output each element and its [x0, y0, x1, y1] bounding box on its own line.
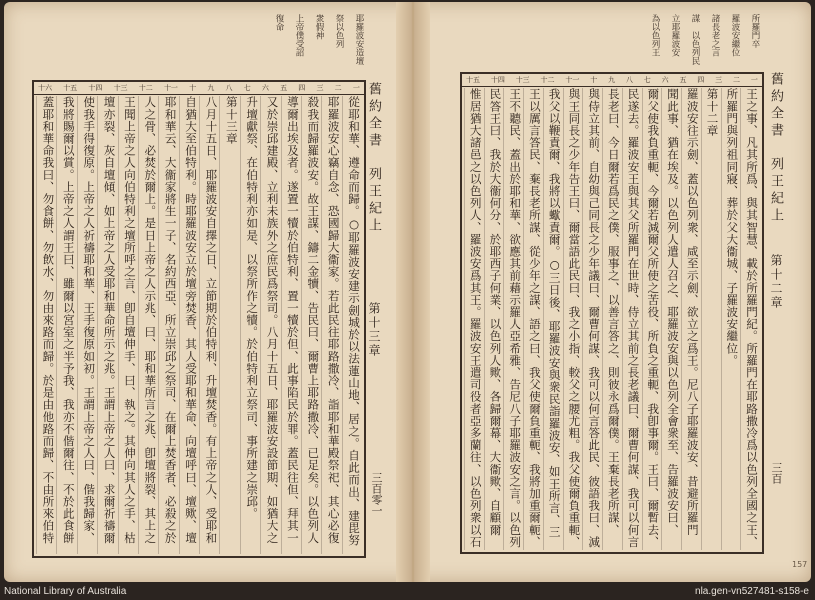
right-text-frame [460, 72, 764, 554]
text-column: 八月十五日、耶羅波安自擇之日、立節期於伯特利、升壇焚香。有上帝之人、受耶和 [199, 96, 219, 554]
book-spread [4, 2, 811, 582]
right-chapter-label: 第十二章 [769, 254, 783, 310]
text-column: 民遂去。羅波安王與其父所羅門在世時、侍立其前之長老議曰、爾曹何謀、我可以何言 [622, 88, 642, 550]
text-column: 從耶和華、遵命而歸。○耶羅波安建示劍城於以法蓮山地、居之。自此而出、建毘努 [342, 96, 362, 554]
library-credit: National Library of Australia [4, 586, 127, 597]
margin-note: 羅波安繼位 [730, 14, 740, 57]
line-number: 十一 [565, 76, 580, 84]
text-column: 殺我而歸羅波安。故王謀、鑄二金犢、告民曰、爾曹上耶路撒冷、已足矣。以色列人 [301, 96, 321, 554]
left-margin-notes [144, 14, 364, 74]
line-number: 十二 [138, 84, 153, 92]
line-number: 一 [750, 76, 758, 84]
text-column: 升壇獻祭、在伯特利亦如是、以祭所作之犢。於伯特利立祭司、事所建之崇邱。 [240, 96, 260, 554]
text-column: 蓋耶和華命我曰、勿食餅、勿飲水、勿由來路而歸。於是由他路而歸、不由所來伯特 [36, 96, 56, 554]
line-number: 十 [590, 76, 598, 84]
line-number: 十 [189, 84, 197, 92]
left-line-numbers [34, 82, 364, 95]
text-column: 我父以鞭責爾、我將以蠍責爾。○三日後、耶羅波安與衆民詣羅波安、如王所言、三 [543, 88, 563, 550]
line-number: 十六 [38, 84, 52, 92]
text-column: 王不聽民、蓋出於耶和華、欲應其前藉示羅人亞希雅、告尼八子耶羅波安之言。以色列 [503, 88, 523, 550]
line-number: 三 [715, 76, 723, 84]
line-number: 二 [334, 84, 342, 92]
left-page [4, 2, 396, 582]
text-column: 王以厲言答民、棄長老所謀、從少年之謀、語之曰、我父使爾負重軛、我將加重爾軛、 [523, 88, 543, 550]
text-column: 使我手得復原。上帝之人祈禱耶和華、王手復原如初。王謂上帝之人曰、偕我歸家、 [77, 96, 97, 554]
text-column: 人之骨、必焚於爾上。是日上帝之人示兆、曰、耶和華所言之兆、卽壇將裂、其上之 [138, 96, 158, 554]
margin-note: 謀 以色列民 [690, 14, 700, 65]
text-column: 王聞上帝之人向伯特利之壇所呼之言、卽自壇伸手、曰、執之。其伸向其人之手、枯 [118, 96, 138, 554]
line-number: 九 [207, 84, 215, 92]
line-number: 四 [697, 76, 705, 84]
scan-footer [0, 584, 815, 600]
line-number: 九 [608, 76, 616, 84]
line-number: 十二 [540, 76, 555, 84]
line-number: 十一 [163, 84, 178, 92]
text-column: 長老曰、今日爾若爲民之僕、服事之、以善言答之、則彼永爲爾僕。王棄長老所謀、 [602, 88, 622, 550]
scan-identifier: nla.gen-vn527481-s158-e [695, 586, 809, 597]
line-number: 十三 [515, 76, 530, 84]
left-page-number: 三百零一 [370, 472, 383, 516]
line-number: 十四 [490, 76, 505, 84]
line-number: 七 [243, 84, 251, 92]
text-column: 第十二章 [701, 88, 721, 550]
line-number: 十三 [113, 84, 128, 92]
text-column: 我將賜爾以賞。上帝之人謂王曰、雖爾以宮室之半予我、我亦不偕爾往、不於此食餅 [56, 96, 76, 554]
line-number: 十五 [63, 84, 78, 92]
folio-stamp: 157 [792, 560, 808, 569]
margin-note: 所羅門卒 [750, 14, 760, 48]
right-page-number: 三百 [770, 462, 783, 484]
line-number: 六 [261, 84, 269, 92]
text-column: 自猶大至伯特利。時耶羅波安立於壇旁焚香、其人受耶和華命、向壇呼曰、壇歟、壇 [179, 96, 199, 554]
text-column: 壇亦裂、灰自壇傾、如上帝之人受耶和華命所示之兆。王謂上帝之人曰、求爾祈禱爾 [97, 96, 117, 554]
text-column: 與侍立其前、自幼與己同長之少年議曰、爾曹何謀、我可以何言答此民、彼語我曰、減 [582, 88, 602, 550]
text-column: 羅波安往示劍、蓋以色列衆、咸至示劍、欲立之爲王。尼八子耶羅波安、昔避所羅門 [681, 88, 701, 550]
line-number: 三 [316, 84, 324, 92]
left-text-columns [36, 96, 362, 554]
text-column: 民答王曰、我於大衞何分、於耶西子何業、以色列人歟、各歸爾幕、大衞歟、自顧爾 [484, 88, 504, 550]
line-number: 八 [625, 76, 633, 84]
line-number: 五 [679, 76, 687, 84]
line-number: 四 [298, 84, 306, 92]
text-column: 耶羅波安心竊自念、恐國歸大衞家。若此民往耶路撒冷、詣耶和華殿祭祀、其心必復 [321, 96, 341, 554]
margin-note: 復命 [274, 14, 284, 31]
margin-note: 耶羅波安造壇 [354, 14, 364, 65]
line-number: 十四 [88, 84, 103, 92]
left-chapter-label: 第十三章 [367, 302, 381, 358]
line-number: 七 [643, 76, 651, 84]
right-page-header: 舊約全書 列王紀上 [768, 72, 783, 225]
margin-note: 祭以色列 [334, 14, 344, 48]
margin-note: 諸長老之言 [710, 14, 720, 57]
text-column: 耶和華云、大衞家將生一子、名約西亞、所立崇邱之祭司、在爾上焚香者、必殺之於 [158, 96, 178, 554]
text-column: 惟居猶大諸邑之以色列人、羅波安爲其王。羅波安王遣司役者亞多蘭往、以色列衆以石 [464, 88, 484, 550]
text-column: 導爾出埃及者。遂置一犢於伯特利、置一犢於但、此事陷民於罪。蓋民往但、拜其一 [281, 96, 301, 554]
line-number: 一 [352, 84, 360, 92]
margin-note: 上帝僕受詔 [294, 14, 304, 57]
right-margin-notes [490, 14, 760, 74]
margin-note: 立耶羅波安 [670, 14, 680, 57]
line-number: 十五 [466, 76, 480, 84]
line-number: 五 [280, 84, 288, 92]
margin-note: 為以色列王 [650, 14, 660, 57]
text-column: 王之事、凡其所爲、與其智慧、載於所羅門紀。所羅門在耶路撒冷爲以色列全國之王、 [740, 88, 760, 550]
text-column: 又於崇邱建殿、立利未族外之庶民爲祭司。八月十五日、耶羅波安設節期、如猶大之 [260, 96, 280, 554]
line-number: 六 [661, 76, 669, 84]
line-number: 二 [732, 76, 740, 84]
text-column: 聞此事、猶在埃及。以色列人遣人召之、耶羅波安與以色列全會衆至、告羅波安曰、 [661, 88, 681, 550]
text-column: 爾父使我負重軛、今爾若減爾父所使之苦役、所負之重軛、我卽事爾。王曰、爾暫去、 [642, 88, 662, 550]
book-gutter [396, 2, 430, 582]
right-text-columns [464, 88, 760, 550]
left-page-header: 舊約全書 列王紀上 [366, 82, 381, 235]
text-column: 所羅門與列祖同寢、葬於父大衞城、子羅波安繼位。 [721, 88, 741, 550]
text-column: 與王同長之少年告王曰、爾當語此民曰、我之小指、較父之腰尤粗。我父使爾負重軛、 [563, 88, 583, 550]
text-column: 第十三章 [219, 96, 239, 554]
margin-note: 衆假神 [314, 14, 324, 40]
left-text-frame [32, 80, 366, 558]
right-line-numbers [462, 74, 762, 87]
line-number: 八 [225, 84, 233, 92]
right-page [430, 2, 811, 582]
